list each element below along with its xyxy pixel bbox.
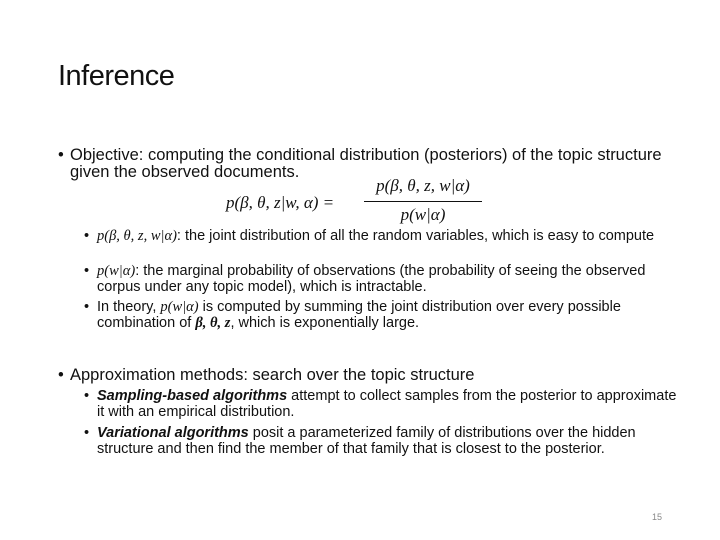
theory-math2: β, θ, z	[195, 315, 231, 331]
page-number: 15	[652, 512, 663, 522]
formula-numerator: p(β, θ, z, w|α)	[376, 176, 470, 195]
sub-bullet-dot-icon: •	[84, 425, 90, 441]
slide-title: Inference	[58, 60, 175, 92]
joint-text: : the joint distribution of all the random variables, which is easy to compute	[176, 228, 655, 244]
formula-denominator: p(w|α)	[400, 205, 446, 224]
posterior-formula	[226, 176, 486, 228]
sampling-text: attempt to collect samples from the posterior to approximate it with an empirical distribution.	[97, 388, 677, 420]
joint-math: p(β, θ, z, w|α)	[97, 228, 177, 244]
theory-post: , which is exponentially large.	[230, 315, 420, 331]
sub-bullet-dot-icon: •	[84, 228, 90, 244]
marginal-math: p(w|α)	[97, 263, 136, 279]
sub-bullet-theory	[84, 299, 684, 331]
sampling-emph: Sampling-based algorithms	[97, 388, 288, 404]
sub-bullet-dot-icon: •	[84, 263, 90, 279]
bullet-objective-text: Objective: computing the conditional distribution (posteriors) of the topic structure given the observed documents.	[70, 146, 662, 181]
marginal-text: : the marginal probability of observations (the probability of seeing the observed corpus under any topic model), which is intractable.	[97, 263, 646, 295]
sub-bullet-dot-icon: •	[84, 299, 90, 315]
theory-math: p(w|α)	[160, 299, 199, 315]
sub-bullet-dot-icon: •	[84, 388, 90, 404]
variational-text: posit a parameterized family of distributions over the hidden structure and then find the member of that family that is closest to the posterior.	[97, 425, 636, 457]
bullet-dot-icon: •	[58, 146, 64, 164]
theory-mid: is computed by summing the joint distribution over every possible combination of	[97, 299, 621, 331]
variational-emph: Variational algorithms	[97, 425, 249, 441]
bullet-approximation	[58, 367, 678, 384]
bullet-dot-icon: •	[58, 366, 64, 384]
sub-bullet-marginal	[84, 263, 684, 295]
theory-pre: In theory,	[97, 299, 161, 315]
bullet-approximation-text: Approximation methods: search over the topic structure	[70, 366, 475, 384]
sub-bullet-sampling	[84, 388, 684, 420]
fraction-bar	[364, 201, 482, 202]
sub-bullet-variational	[84, 425, 684, 457]
sub-bullet-joint	[84, 228, 684, 244]
formula-lhs: p(β, θ, z|w, α) =	[226, 193, 335, 212]
